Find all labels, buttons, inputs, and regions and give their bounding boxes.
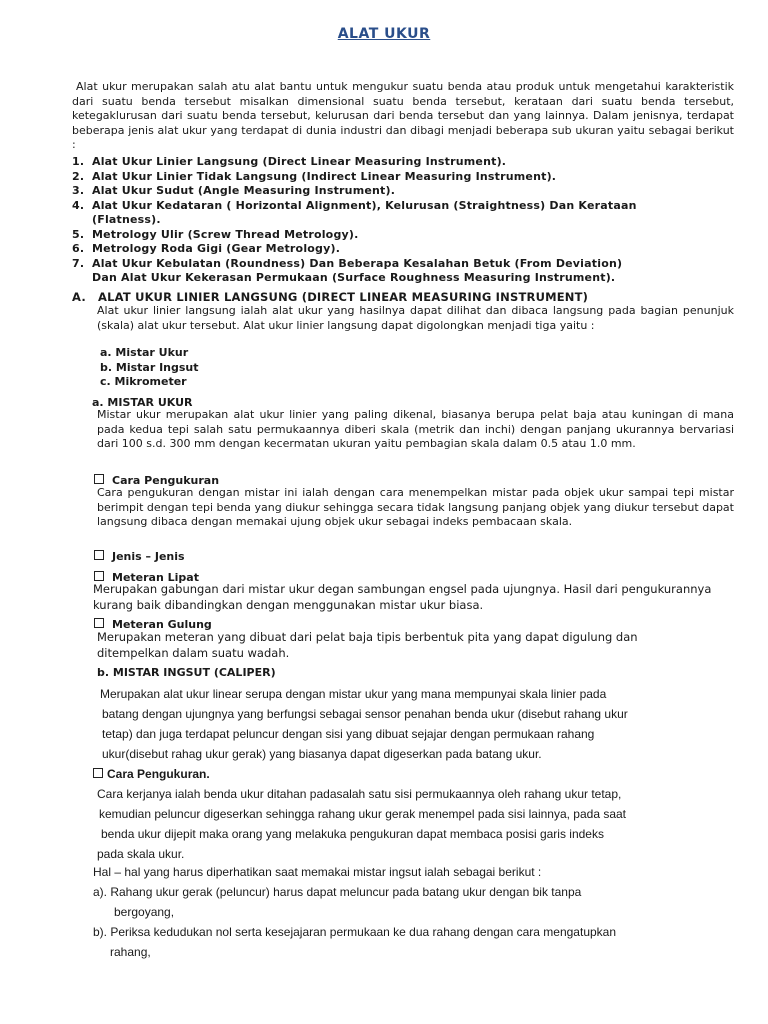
point-line: bergoyang, [114, 905, 175, 919]
meteran-lipat-paragraph: Merupakan gabungan dari mistar ukur degan sambungan engsel pada ujungnya. Hasil dari pengukurannya kurang baik dibandingkan dengan menggunakan mistar ukur biasa. [93, 582, 712, 612]
ingsut-cara-label: Cara Pengukuran. [107, 767, 210, 781]
cara-pengukuran-label: Cara Pengukuran [112, 474, 220, 487]
list-text: Alat Ukur Kedataran ( Horizontal Alignment), Kelurusan (Straightness) Dan Kerataan [92, 198, 637, 212]
point-line: rahang, [110, 945, 151, 959]
section-a-heading [72, 290, 588, 304]
paragraph-line: batang dengan ujungnya yang berfungsi sebagai sensor penahan benda ukur (disebut rahang ukur [102, 707, 628, 721]
list-item [72, 184, 702, 199]
list-number: 3. [72, 184, 85, 197]
mistar-ingsut-paragraph [100, 684, 740, 764]
paragraph-line: pada skala ukur. [97, 847, 185, 861]
list-item [72, 228, 702, 243]
checkbox-icon [94, 474, 104, 484]
list-number: 1. [72, 155, 85, 168]
list-item [72, 257, 702, 272]
mistar-ingsut-heading: b. MISTAR INGSUT (CALIPER) [97, 666, 276, 679]
checkbox-icon [94, 618, 104, 628]
page-title: ALAT UKUR [337, 26, 431, 42]
point-line: a). Rahang ukur gerak (peluncur) harus dapat meluncur pada batang ukur dengan bik tanpa [93, 885, 582, 899]
paragraph-line: ukur(disebut rahag ukur gerak) yang biasanya dapat digeserkan pada batang ukur. [102, 747, 542, 761]
list-number: 4. [72, 198, 85, 212]
mistar-ukur-paragraph: Mistar ukur merupakan alat ukur linier yang paling dikenal, biasanya berupa pelat baja atau kuningan di mana pada kedua tepi salah satu permukaannya diberi skala (metrik dan inchi) dengan panjang ukurannya bervariasi dari 100 s.d. 300 mm dengan kecermatan ukuran yaitu pembagian skala dalam 0.5 atau 1.0 mm. [97, 408, 734, 450]
list-text: Alat Ukur Kebulatan (Roundness) Dan Beberapa Kesalahan Betuk (From Deviation) [92, 256, 623, 270]
section-a-title: ALAT UKUR LINIER LANGSUNG (DIRECT LINEAR MEASURING INSTRUMENT) [98, 290, 589, 304]
meteran-gulung-paragraph: Merupakan meteran yang dibuat dari pelat baja tipis berbentuk pita yang dapat digulung dan ditempelkan dalam suatu wadah. [97, 630, 638, 660]
instrument-list [72, 155, 702, 286]
ingsut-cara-paragraph [97, 784, 737, 864]
list-number: 6. [72, 242, 85, 255]
jenis-heading [94, 550, 185, 565]
checkbox-icon [93, 768, 103, 778]
list-continuation: (Flatness). [92, 213, 161, 226]
hal-line: Hal – hal yang harus diperhatikan saat memakai mistar ingsut ialah sebagai berikut : [93, 865, 542, 879]
ingsut-cara-heading [93, 764, 210, 784]
list-item [72, 170, 702, 185]
paragraph-line: kemudian peluncur digeserkan sehingga rahang ukur gerak menempel pada sisi lainnya, pada saat [99, 807, 627, 821]
checkbox-icon [94, 550, 104, 560]
list-text: Metrology Roda Gigi (Gear Metrology). [92, 242, 341, 255]
list-item: b. Mistar Ingsut [100, 360, 199, 374]
section-a-label: A. [72, 290, 86, 304]
cara-pengukuran-paragraph: Cara pengukuran dengan mistar ini ialah dengan cara menempelkan mistar pada objek ukur sampai tepi mistar berimpit dengan tepi benda yang diukur sehingga secara tidak langsung panjang objek yang diukur tersebut dapat langsung dibaca dengan memakai ujung objek ukur sebagai indeks pembacaan skala. [97, 486, 734, 528]
section-a-paragraph: Alat ukur linier langsung ialah alat ukur yang hasilnya dapat dilihat dan dibaca langsung pada bagian penunjuk (skala) alat ukur tersebut. Alat ukur linier langsung dapat digolongkan menjadi tiga yaitu : [97, 304, 734, 332]
list-item [72, 155, 702, 170]
meteran-lipat-label: Meteran Lipat [112, 571, 199, 584]
list-text: Alat Ukur Linier Tidak Langsung (Indirect Linear Measuring Instrument). [92, 169, 557, 183]
list-item: c. Mikrometer [100, 375, 187, 388]
list-item [72, 242, 702, 257]
ingsut-points [93, 882, 743, 962]
mistar-ukur-heading: a. MISTAR UKUR [92, 396, 193, 409]
section-a-items [100, 346, 199, 390]
intro-paragraph: Alat ukur merupakan salah atu alat bantu untuk mengukur suatu benda atau produk untuk mengetahui karakteristik dari suatu benda tersebut misalkan dimensional suatu benda tersebut, kerataan dari suatu benda tersebut, ketegaklurusan dari suatu benda tersebut, kelurusan dari benda tersebut dan yang lainnya. Dalam jenisnya, terdapat beberapa jenis alat ukur yang terdapat di dunia industri dan dibagi menjadi beberapa sub ukuran yaitu sebagai berikut : [72, 80, 734, 151]
list-number: 7. [72, 256, 85, 270]
point-line: b). Periksa kedudukan nol serta kesejajaran permukaan ke dua rahang dengan cara mengatupkan [93, 925, 617, 939]
paragraph-line: tetap) dan juga terdapat peluncur dengan sisi yang dibuat sejajar dengan permukaan rahang [102, 727, 595, 741]
checkbox-icon [94, 571, 104, 581]
list-item [72, 199, 702, 214]
meteran-gulung-label: Meteran Gulung [112, 618, 212, 631]
list-text: Metrology Ulir (Screw Thread Metrology). [92, 227, 359, 241]
paragraph-line: benda ukur dijepit maka orang yang melakuka pengukuran dapat membaca posisi garis indeks [101, 827, 604, 841]
paragraph-line: Cara kerjanya ialah benda ukur ditahan padasalah satu sisi permukaannya oleh rahang ukur tetap, [97, 787, 622, 801]
list-continuation: Dan Alat Ukur Kekerasan Permukaan (Surface Roughness Measuring Instrument). [92, 271, 616, 284]
list-text: Alat Ukur Sudut (Angle Measuring Instrument). [92, 184, 396, 197]
list-item: a. Mistar Ukur [100, 346, 189, 359]
paragraph-line: Merupakan alat ukur linear serupa dengan mistar ukur yang mana mempunyai skala linier pada [100, 687, 607, 701]
list-number: 5. [72, 227, 85, 241]
list-text: Alat Ukur Linier Langsung (Direct Linear Measuring Instrument). [92, 155, 507, 168]
jenis-label: Jenis – Jenis [112, 550, 185, 563]
list-number: 2. [72, 169, 85, 183]
